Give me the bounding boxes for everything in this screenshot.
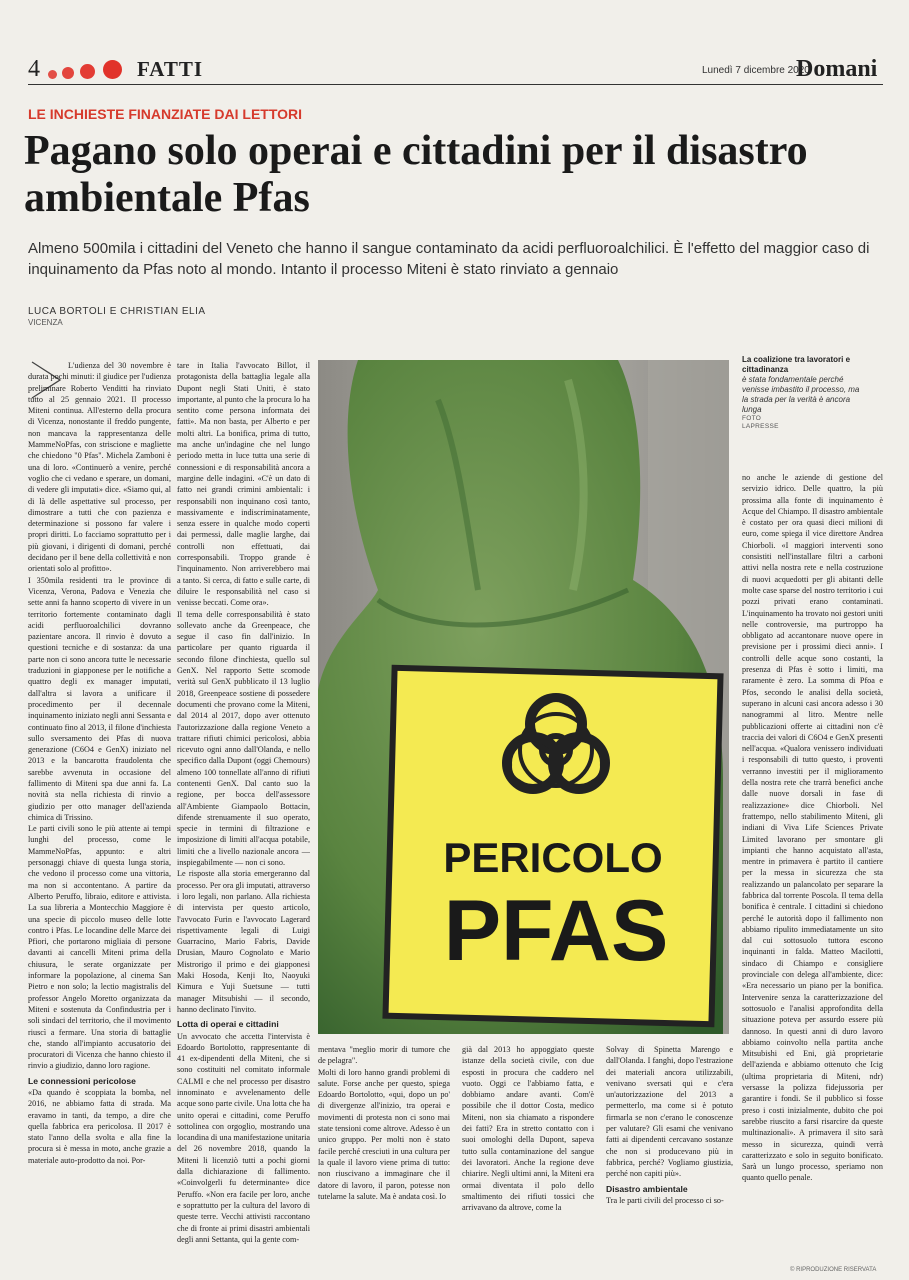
page-header bbox=[28, 56, 883, 82]
body-paragraph: Le risposte alla storia emergeranno dal processo. Per ora gli imputati, attraverso i loro legali, non parlano. Alla richiesta di intervista per questo articolo, l'avvocato Furin e l'avvocato Lagerard rispettivamente legali di Luigi Guarracino, Mario Fabris, Davide Drusian, Mauro Cognolato e Mario Mistrorigo il primo e dei giapponesi Maki Hosoda, Kenji Ito, Naoyuki Kimura e Yuji Suetsune — tutti manager Mitsubishi — il secondo, hanno declinato l'invito. bbox=[177, 869, 310, 1014]
sign-line-1: PERICOLO bbox=[443, 834, 663, 881]
body-paragraph: già dal 2013 ho appoggiato queste istanze della società civile, con due esposti in procura che caddero nel vuoto. Oggi ce l'abbiamo fatta, e dobbiamo andare avanti. Com'è possibile che il dottor Costa, medico Miteni, non sia chiamato a rispondere dei fatti? Era in stretto contatto con i suoi omologhi della Dupont, sapeva tutto sulla contaminazione del sangue dei lavoratori. Anche la regione deve chiarire. Negli ultimi anni, la Miteni era ormai diventata il polo dello smaltimento dei rifiuti tossici che arrivavano da altrove, come la bbox=[462, 1045, 594, 1213]
subheading: Disastro ambientale bbox=[606, 1183, 688, 1194]
copyright-notice: © RIPRODUZIONE RISERVATA bbox=[790, 1267, 877, 1273]
body-paragraph: Le parti civili sono le più attente ai tempi lunghi del processo, come le MammeNoPfas, appunto: e altri personaggi chiave di questa lunga storia, che vedono il processo come una vittoria, ma non si accontentano. A partire da Alberto Peruffo, libraio, editore e attivista. La sua libreria a Montecchio Maggiore è una specie di piccolo museo delle lotte contro i Pfas. Le locandine delle Marce dei Pfiori, che portarono migliaia di persone davanti ai cancelli Miteni prima della chiusura, le serate organizzate per informare la popolazione, al cinema San Pietro e non solo; la lectio magistralis del professor Angelo Moretto organizzata da Miteni e sostenuta da Confindustria per i soli sindaci del territorio, che il movimento riuscì a fermare. Una storia di battaglie che, stando all'impianto accusatorio dei procuratori di Vicenza che hanno chiesto il rinvio a giudizio, danno loro ragione. bbox=[28, 824, 171, 1071]
subheading: Le connessioni pericolose bbox=[28, 1075, 136, 1086]
article-column-4 bbox=[462, 1044, 594, 1268]
page-number: 4 bbox=[28, 56, 40, 82]
caption-body: è stata fondamentale perché venisse imbastito il processo, ma la strada per la verità è ancora lunga bbox=[742, 375, 860, 414]
byline-location: VICENZA bbox=[28, 318, 63, 327]
article-column-6 bbox=[742, 472, 883, 1264]
photo-credit-source: LAPRESSE bbox=[742, 423, 779, 430]
article-photo bbox=[318, 360, 729, 1034]
lead-paragraph: L'udienza del 30 novembre è durata pochi minuti: il giudice per l'udienza preliminare Roberto Venditti ha rinviato tutto al 25 gennaio 2021. Il processo Miteni continua. All'esterno della procura di Vicenza, nonostante il freddo pungente, non mancava la rappresentanza delle MammeNoPfas, con striscione e magliette che chiedono "0 Pfas". Michela Zamboni è una di loro. «Continuerò a venire, perché voglio che ci vedano e sperare, un domani, di vedere gli imputati» dice. «Siamo qui, al di là delle aspettative sul processo, per dimostrare a tutti che con pazienza e determinazione si possono far valere i propri diritti. Lo facciamo soprattutto per i più giovani, i dirigenti di domani, perché decidano per il bene della collettività e non orientati solo al profitto». bbox=[28, 361, 171, 574]
body-paragraph: Molti di loro hanno grandi problemi di salute. Forse anche per questo, spiega Edoardo Bortolotto, «qui, dopo un po' di divergenze all'inizio, tra operai e movimenti di protesta non ci sono mai state tensioni come altrove. Adesso è un unico gruppo. Per molti non è stato facile perché cresciuti in una cultura per la quale il lavoro viene prima di tutto: non riuscivano a immaginare che il datore di lavoro, il paron, potesse non tutelarne la salute. Ma è andata così. Io bbox=[318, 1067, 450, 1201]
subheading: Lotta di operai e cittadini bbox=[177, 1019, 279, 1030]
photo-caption bbox=[742, 355, 867, 431]
standfirst: Almeno 500mila i cittadini del Veneto che hanno il sangue contaminato da acidi perfluoroalchilici. È l'effetto del maggior caso di inquinamento da Pfas noto al mondo. Intanto il processo Miteni è stato rinviato a gennaio bbox=[28, 240, 870, 278]
article-column-2 bbox=[177, 360, 310, 1268]
body-paragraph: «Da quando è scoppiata la bomba, nel 2016, ne abbiamo fatta di strada. Ma eravamo in tanti, da tempo, a dire che quella fabbrica era pericolosa. Il 2017 è stato l'anno della svolta e alla fine la procura si è messa in moto, anche grazie a materiale auto-prodotto da noi. Por- bbox=[28, 1088, 171, 1165]
sign-line-2: PFAS bbox=[443, 883, 669, 979]
body-paragraph: Tra le parti civili del processo ci so- bbox=[606, 1195, 724, 1205]
byline: LUCA BORTOLI E CHRISTIAN ELIA bbox=[28, 306, 206, 317]
body-paragraph: Il tema delle corresponsabilità è stato sollevato anche da Greenpeace, che segue il caso fin dall'inizio. In particolare per quanto riguarda il secondo filone d'inchiesta, quello sul GenX. Nel rapporto Sette scomode verità sul GenX pubblicato il 13 luglio 2018, Greenpeace sostiene di possedere documenti che provano come la Miteni, dal 2014 al 2017, dopo aver ottenuto l'autorizzazione dalla regione Veneto a trattare rifiuti chimici pericolosi, abbia ricevuto ogni anno dall'Olanda, e nello specifico dalla Dupont (oggi Chemours) almeno 100 tonnellate all'anno di rifiuti contenenti GenX. Dal canto suo la regione, per bocca dell'assessore all'Ambiente Giampaolo Bottacin, difende strenuamente il suo operato, specie in termini di filtrazione e imposizione di limiti all'acqua potabile, limiti che a livello nazionale ancora — inspiegabilmente — non ci sono. bbox=[177, 609, 310, 868]
body-paragraph: tare in Italia l'avvocato Billot, il protagonista della battaglia legale alla Dupont negli Stati Uniti, è stato importante, al punto che la procura lo ha sentito come persona informata dei fatti». Ma non basta, per Alberto e per molti altri. La bonifica, prima di tutto, ma anche un'indagine che nel lungo periodo metta in luce tutta una serie di connessioni e di responsabilità ancora a margine delle indagini. «C'è un dato di fatto nei grandi crimini ambientali: i responsabili non inquinano così tanto, massivamente e indiscriminatamente, senza essere in qualche modo coperti dai permessi, dalle maglie larghe, dai controlli non effettuati, dai corresponsabili. Troppo grande è l'inquinamento. Non arriverebbero mai a tanto. Si cerca, di fatto e sulle carte, di diluire le responsabilità nel caso si venisse beccati. Come ora». bbox=[177, 361, 310, 608]
section-title: FATTI bbox=[137, 57, 204, 81]
article-column-5 bbox=[606, 1044, 733, 1268]
issue-date: Lunedì 7 dicembre 2020 bbox=[702, 65, 810, 76]
kicker: LE INCHIESTE FINANZIATE DAI LETTORI bbox=[28, 106, 303, 122]
newspaper-logo: Domani bbox=[796, 56, 878, 82]
body-paragraph: no anche le aziende di gestione del servizio idrico. Delle quattro, la più prossima alla fonte di inquinamento è Acque del Chiampo. Il disastro ambientale è costato per ora quasi dieci milioni di euro, come spiega il vice direttore Andrea Chiorboli. «I maggiori interventi sono consistiti nell'installare filtri a carboni attivi nella nostra rete e nella costruzione di nuovi acquedotti per gli abitanti delle molte case sparse del nostro territorio i cui pozzi privati erano contaminati. L'inquinamento ha trovato noi gestori uniti nelle controversie, ma purtroppo ha obbligato ad accantonare nuove opere in previsione per i prossimi dieci anni». I controlli delle acque sono costanti, la presenza di Pfas è sotto i limiti, ma raramente è zero. La somma di Pfoa e Pfos, secondo le analisi della società, superano in alcuni casi ancora adesso i 30 nanogrammi al litro. Mentre nelle pubblicazioni offerte ai cittadini non c'è traccia dei valori di C6O4 e GenX presenti nell'acqua. «Qualora venissero individuati i responsabili di tutto questo, i proventi verranno investiti per il miglioramento della nostra rete che trarrà benefici anche dalle nuove dorsali in fase di realizzazione» dice Chiorboli. Nel frattempo, nello stabilimento Miteni, gli indiani di Viva Life Sciences Private Limited lavorano per smontare gli impianti che hanno acquistato all'asta, mentre in primavera è partito il cantiere per la messa in sicurezza che sta realizzando un palancolato per separare la fabbrica dal torrente Poscola. Il tema della bonifica è centrale. I cittadini si chiedono perché le autorità dopo il fallimento non abbiamo ripulito immediatamente un sito dal cui sottosuolo tuttora escono inquinanti in falda. Matteo Macilotti, sindaco di Chiampo e consigliere provinciale con delega all'ambiente, dice: «Era necessario un piano per la bonifica. Intervenire senza la caratterizzazione del sottosuolo e l'analisi approfondita della situazione poteva per assurdo essere più dannoso. In questi anni di duro lavoro abbiamo coinvolto nella partita anche Mitsubishi ed Eni, già proprietarie dell'azienda e abbiamo ottenuto che Icig (ultima proprietaria di Miteni, ndr) versasse la polizza fidejussoria per garantire i fondi. Se il pubblico si fosse preso i costi inizialmente, dubito che poi sarebbe riuscito a farsi risarcire da queste multinazionali». A primavera il sito sarà messo in sicurezza, quindi verrà caratterizzato e solo in seguito bonificato. Sarà un lungo processo, speriamo non quanto quello penale. bbox=[742, 473, 883, 1183]
caption-title: La coalizione tra lavoratori e cittadinanza bbox=[742, 355, 851, 374]
body-paragraph: Solvay di Spinetta Marengo e dall'Olanda. I fanghi, dopo l'estrazione dei materiali ancora utilizzabili, venivano sversati qui e c'era un'autorizzazione del 2013 a permetterlo, ma come si è potuto firmarla se non c'erano le conoscenze per valutare? Gli esami che venivano fatti ai dipendenti cercavano sostanze che non si producevano più in fabbrica, perché? Vogliamo giustizia, perché non capiti più». bbox=[606, 1045, 733, 1179]
article-column-1 bbox=[28, 360, 171, 1268]
header-divider bbox=[28, 84, 883, 85]
headline: Pagano solo operai e cittadini per il disastro ambientale Pfas bbox=[24, 128, 808, 221]
body-paragraph: I 350mila residenti tra le province di Vicenza, Verona, Padova e Venezia che sette anni fa hanno scoperto di vivere in un territorio fortemente contaminato dagli acidi perfluoroalchilici dovranno pazientare ancora. Il rinvio è dovuto a questioni tecniche e di sostanza: da una parte non ci sono ancora tutte le necessarie traduzioni in giapponese per le notifiche a quattro degli ex manager imputati, dall'altra si lavora a unificare il procedimento per il decennale inquinamento iniziato negli anni Sessanta e continuato fino al 2013, il filone d'inchiesta sullo sversamento dei Pfas di nuova generazione (C6O4 e GenX) iniziato nel 2013 e la bancarotta fraudolenta che sarebbe avvenuta in occasione del fallimento di Miteni spa due anni fa. La novità sta nella richiesta di rinvio a giudizio per otto manager dell'azienda chimica di Trissino. bbox=[28, 575, 171, 822]
article-column-3 bbox=[318, 1044, 450, 1268]
body-paragraph: mentava "meglio morir di tumore che de pelagra". bbox=[318, 1045, 450, 1066]
body-paragraph: Un avvocato che accetta l'intervista è Edoardo Bortolotto, rappresentante di 41 ex-dipendenti della Miteni, che si sono costituiti nel comitato informale CALMI e che nel processo per disastro innominato e avvelenamento delle acque sono parte civile. Una lotta che ha unito operai e cittadini, come Peruffo sottolinea con orgoglio, mostrando una locandina di una manifestazione unitaria del 26 novembre 2018, quando la Miteni li licenziò tutti a pochi giorni dalla dichiarazione di fallimento. «Coinvolgerli fu determinante» dice Peruffo. «Non era facile per loro, anche e soprattutto per la cultura del lavoro di queste terre. Vecchi attivisti raccontano che di fronte ai primi disastri ambientali degli anni Settanta, qui la gente com- bbox=[177, 1031, 310, 1244]
photo-credit-label: FOTO bbox=[742, 415, 762, 422]
